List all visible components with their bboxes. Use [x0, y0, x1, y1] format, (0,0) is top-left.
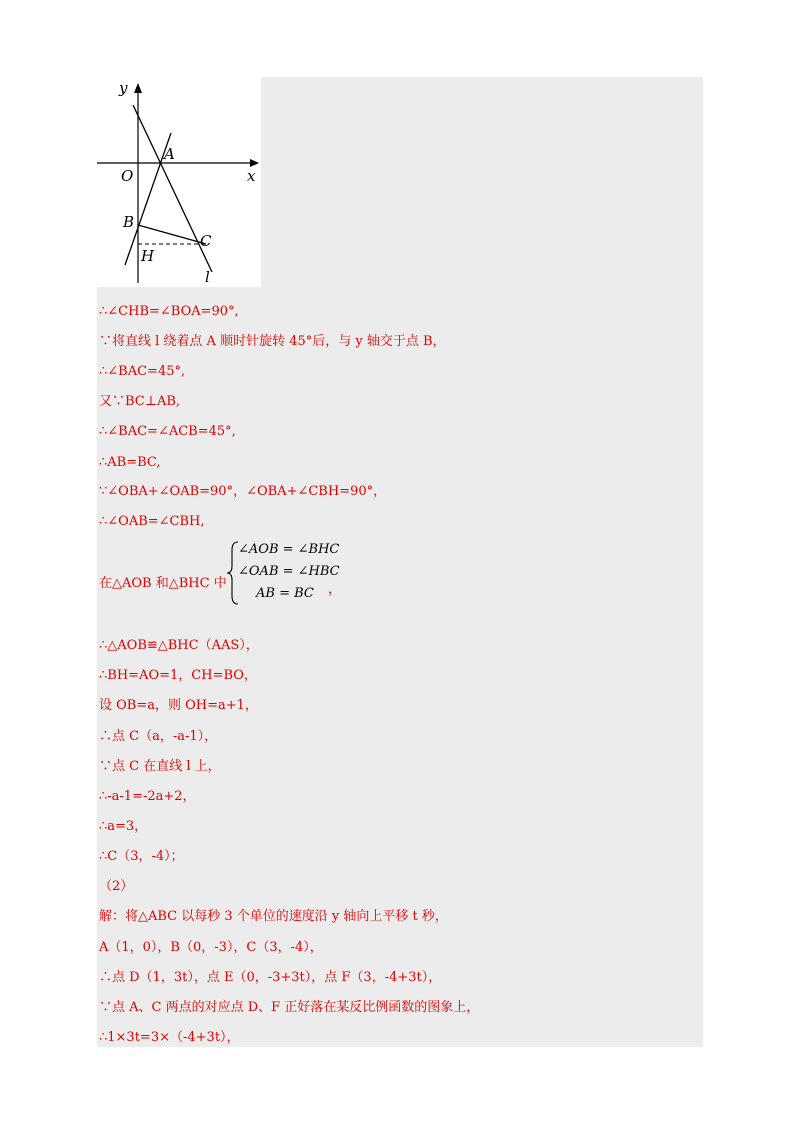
- label-b: B: [123, 213, 135, 231]
- proof-line-9: 在△AOB 和△BHC 中: [99, 576, 227, 591]
- proof-line-20: ∴点 D（1，3t），点 E（0，-3+3t），点 F（3，-4+3t），: [99, 970, 442, 985]
- label-c: C: [200, 232, 212, 250]
- system-suffix: ，: [328, 582, 342, 597]
- proof-line-5: ∴∠BAC=∠ACB=45°,: [99, 424, 236, 439]
- segment-bc: [138, 225, 206, 244]
- proof-line-6: ∴AB=BC,: [99, 455, 161, 470]
- proof-line-18: 解：将△ABC 以每秒 3 个单位的速度沿 y 轴向上平移 t 秒，: [99, 909, 448, 924]
- geometry-diagram: [97, 77, 261, 287]
- proof-line-1: ∴∠CHB=∠BOA=90°,: [99, 304, 239, 319]
- y-axis-arrow: [134, 83, 142, 93]
- proof-line-19: A（1，0），B（0，-3），C（3，-4），: [99, 940, 323, 955]
- proof-line-8: ∴∠OAB=∠CBH,: [99, 514, 205, 529]
- proof-line-10: ∴△AOB≌△BHC（AAS），: [99, 638, 259, 653]
- proof-line-2: ∵将直线 l 绕着点 A 顺时针旋转 45°后，与 y 轴交于点 B，: [99, 334, 446, 349]
- label-o: O: [121, 167, 134, 185]
- label-a: A: [164, 145, 175, 163]
- label-l: l: [205, 268, 210, 286]
- label-y: y: [119, 79, 128, 97]
- x-axis-arrow: [250, 159, 259, 167]
- proof-line-4: 又∵BC⊥AB,: [99, 394, 181, 409]
- label-x: x: [247, 167, 256, 185]
- proof-line-13: ∴点 C（a，-a-1），: [99, 729, 218, 744]
- proof-line-11: ∴BH=AO=1，CH=BO，: [99, 668, 257, 683]
- proof-line-12: 设 OB=a，则 OH=a+1，: [99, 698, 258, 713]
- proof-line-3: ∴∠BAC=45°,: [99, 364, 186, 379]
- proof-line-21: ∵点 A、C 两点的对应点 D、F 正好落在某反比例函数的图象上，: [99, 1000, 480, 1015]
- proof-line-14: ∵点 C 在直线 l 上，: [99, 759, 221, 774]
- equation-2: ∠OAB = ∠HBC: [238, 564, 340, 579]
- coordinate-figure: [97, 77, 261, 287]
- proof-line-16: ∴a=3，: [99, 819, 148, 834]
- part-2-heading: （2）: [99, 879, 134, 894]
- proof-line-17: ∴C（3，-4）；: [99, 849, 184, 864]
- label-h: H: [141, 247, 155, 265]
- proof-line-7: ∵∠OBA+∠OAB=90°，∠OBA+∠CBH=90°，: [99, 484, 387, 499]
- equation-1: ∠AOB = ∠BHC: [238, 542, 340, 557]
- proof-line-15: ∴-a-1=-2a+2，: [99, 789, 196, 804]
- congruence-system: [226, 540, 340, 606]
- proof-line-22: ∴1×3t=3×（-4+3t），: [99, 1030, 240, 1045]
- equation-3: AB = BC: [256, 586, 314, 601]
